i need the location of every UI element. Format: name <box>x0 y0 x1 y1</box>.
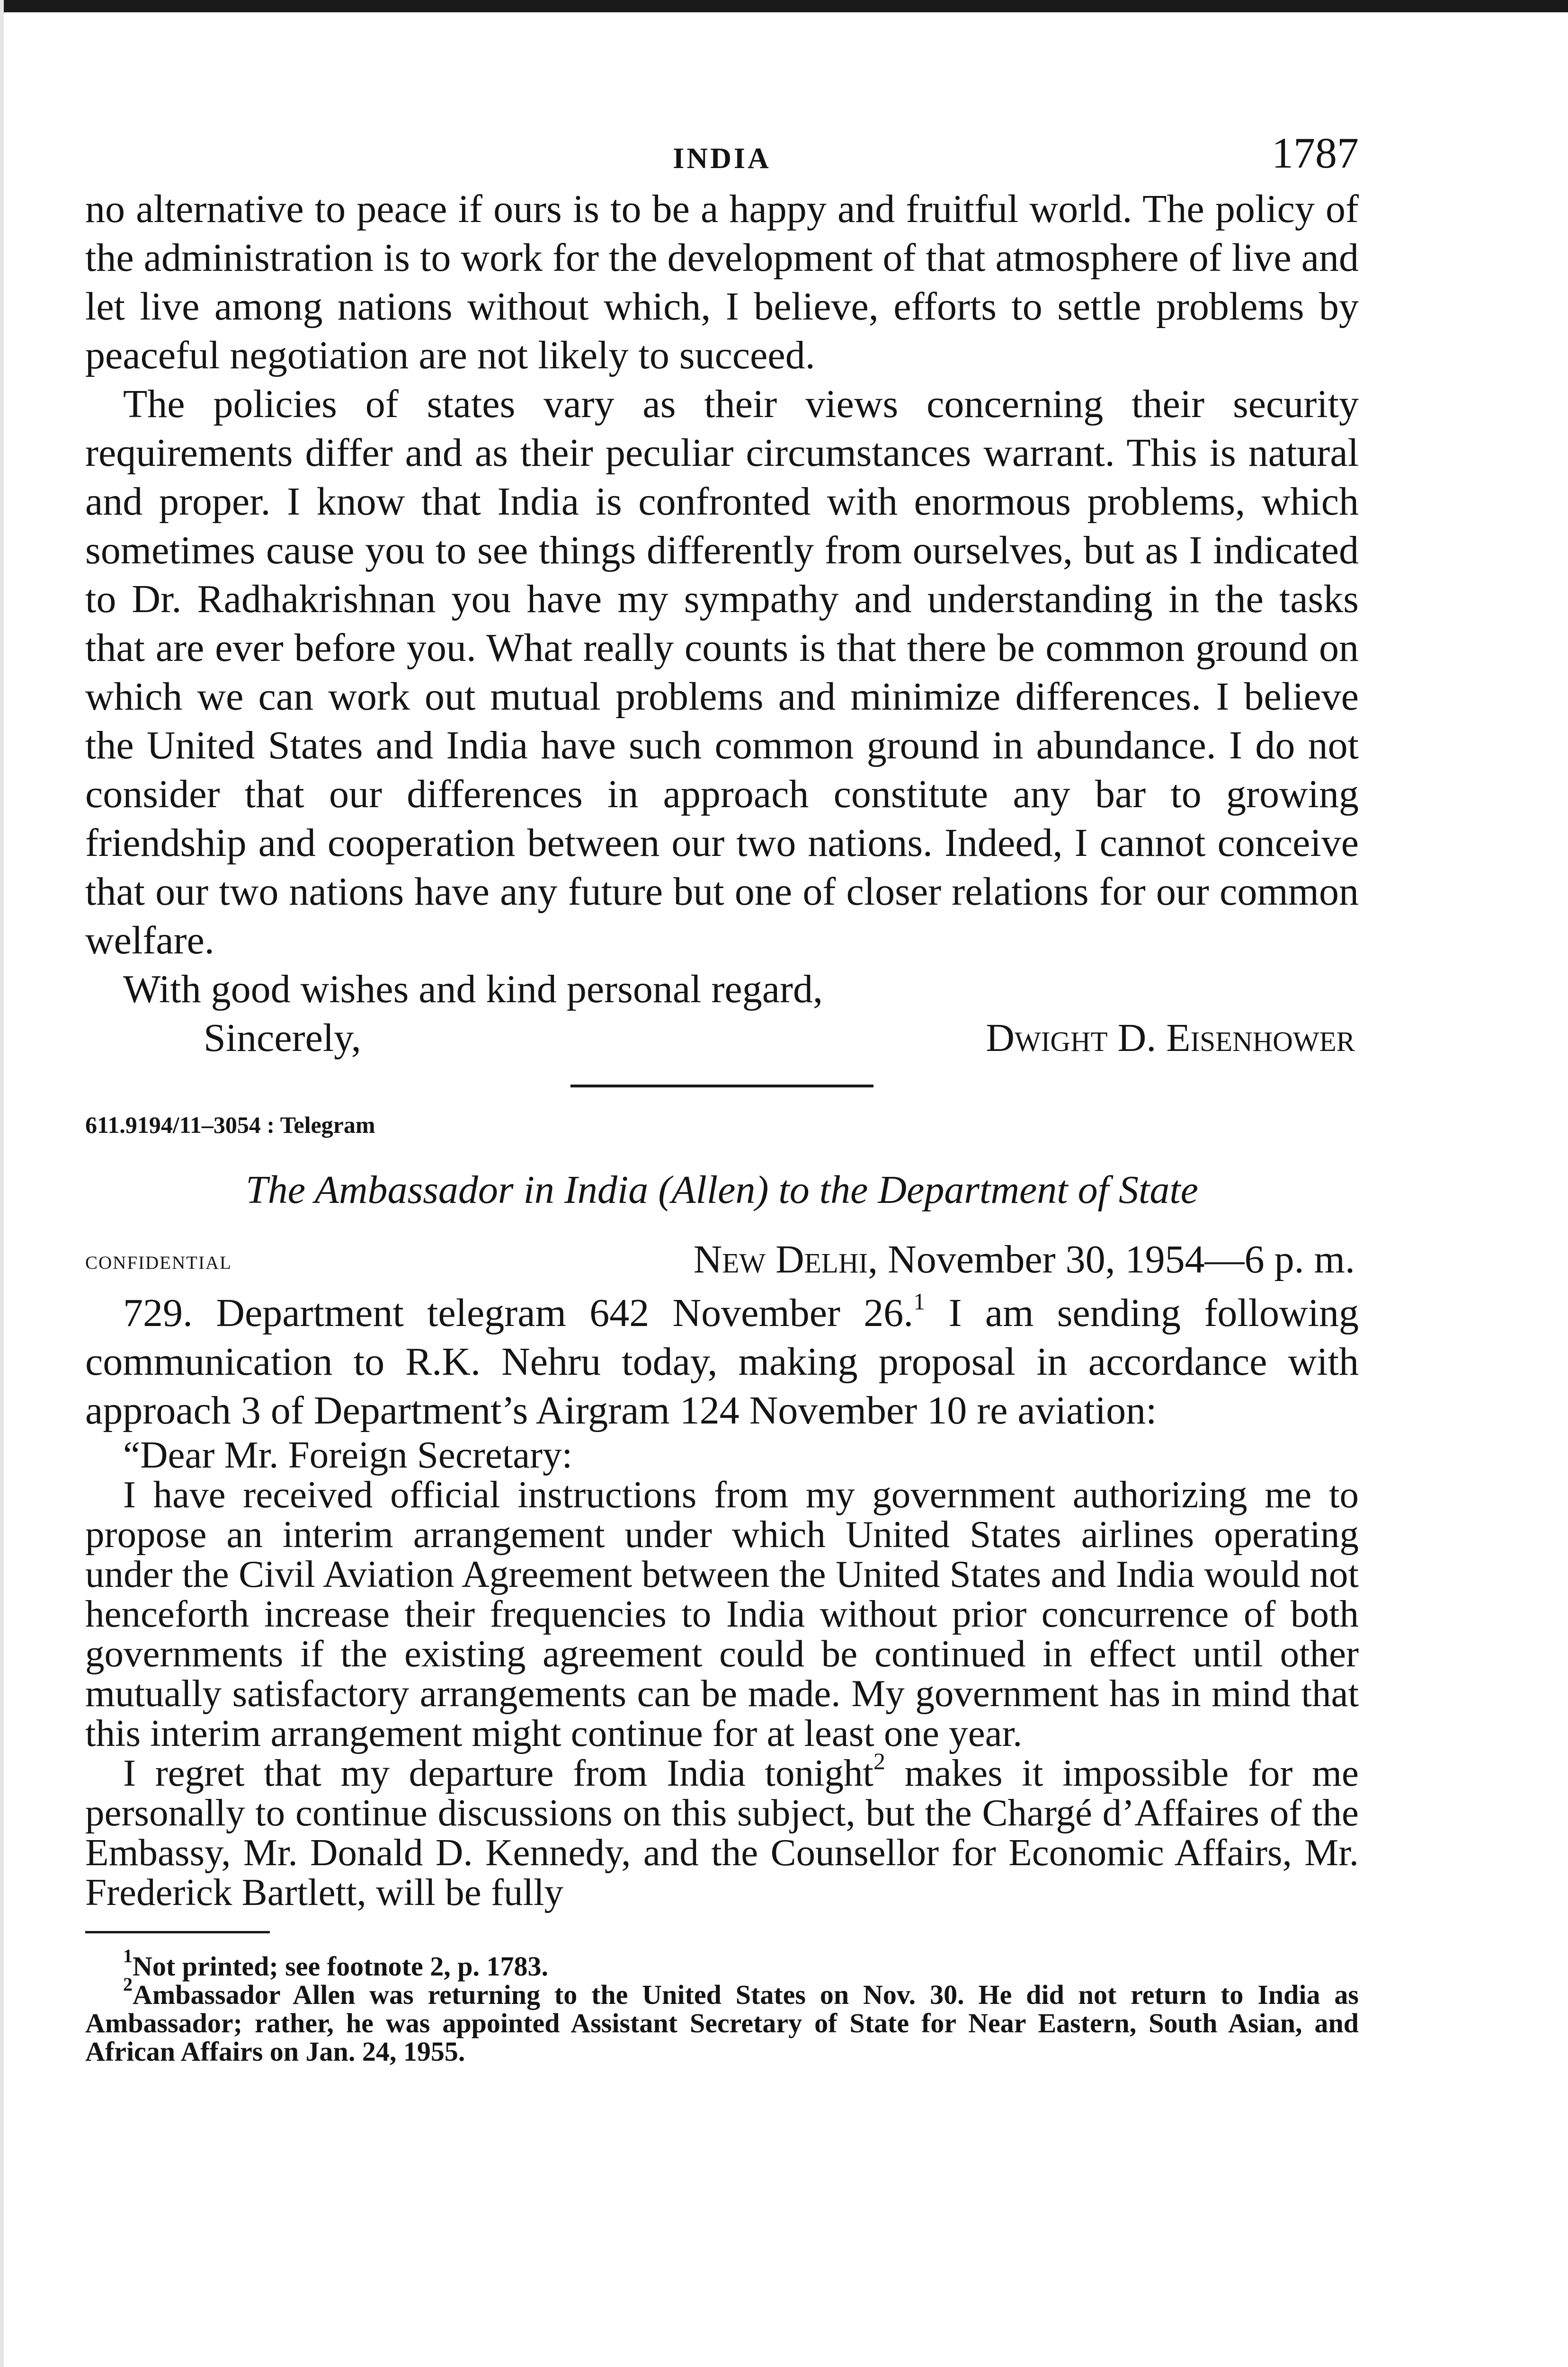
running-title: INDIA <box>673 142 771 175</box>
paragraph-good-wishes: With good wishes and kind personal regard, <box>123 967 823 1011</box>
letter-paragraph-2 <box>85 1748 1359 1913</box>
scan-top-edge <box>0 0 1568 12</box>
classification-label: confidential <box>85 1246 232 1275</box>
document-reference: 611.9194/11–3054 : Telegram <box>85 1112 375 1138</box>
scan-left-edge <box>0 0 4 2367</box>
date: November 30, 1954—6 p. m. <box>888 1237 1355 1281</box>
opening-text: 729. Department telegram 642 November 26. <box>123 1291 914 1335</box>
footnote-ref-1: 1 <box>913 1288 926 1315</box>
footnote-2 <box>85 1974 1359 2067</box>
letter-paragraph-2-rest: makes it impossible for me personally to continue discussions on this subject, but the Chargé d’Affaires of the Embassy, Mr. Donald D. Kennedy, and the Counsellor for Economic Affairs, Mr. Frederick Bartlett, will be fully <box>85 1752 1359 1913</box>
quoted-letter <box>85 1435 1359 1912</box>
footnote-1-text: Not printed; see footnote 2, p. 1783. <box>133 1951 548 1982</box>
section-divider <box>570 1085 873 1087</box>
footnote-2-text: Ambassador Allen was returning to the United States on Nov. 30. He did not return to India as Ambassador; rather, he was appointed Assistant Secretary of State for Near Eastern, South Asian, and African Affairs on Jan. 24, 1955. <box>85 1979 1359 2067</box>
footnote-ref-2: 2 <box>873 1748 886 1774</box>
document-page <box>85 114 1359 2066</box>
footnote-marker-1: 1 <box>123 1945 133 1967</box>
footnotes <box>85 1945 1359 2067</box>
date-place <box>694 1237 1355 1282</box>
paragraph-continuation: no alternative to peace if ours is to be a happy and fruitful world. The policy of the administration is to work for the development of that atmosphere of live and let live among nations without which, I believe, efforts to settle problems by peaceful negotiation are not likely to succeed. <box>85 187 1359 377</box>
footnote-1 <box>85 1945 1359 1982</box>
signoff <box>85 1014 1359 1066</box>
letter-paragraph-2-text: I regret that my departure from India tonight <box>123 1752 874 1794</box>
signature: Dwight D. Eisenhower <box>986 1016 1355 1060</box>
document-title: The Ambassador in India (Allen) to the Department of State <box>246 1168 1198 1212</box>
footnote-divider <box>85 1931 270 1933</box>
page-number: 1787 <box>1272 129 1359 177</box>
salutation: “Dear Mr. Foreign Secretary: <box>123 1433 573 1476</box>
letter-paragraph-1: I have received official instructions from my government authorizing me to propose an interim arrangement under which United States airlines operating under the Civil Aviation Agreement between the United States and India would not henceforth increase their frequencies to India without prior concurrence of both governments if the existing agreement could be continued in effect until other mutually satisfactory arrangements can be made. My government has in mind that this interim arrangement might continue for at least one year. <box>85 1473 1359 1754</box>
paragraph-policies: The policies of states vary as their views concerning their security requirements differ and as their peculiar circumstances warrant. This is natural and proper. I know that India is confronted with enormous problems, which sometimes cause you to see things differently from ourselves, but as I indicated to Dr. Radhakrishnan you have my sympathy and understanding in the tasks that are ever before you. What really counts is that there be common ground on which we can work out mutual problems and minimize differences. I believe the United States and India have such common ground in abundance. I do not consider that our differences in approach constitute any bar to growing friendship and cooperation between our two nations. Indeed, I cannot conceive that our two nations have any future but one of closer relations for our common welfare. <box>85 382 1359 962</box>
telegram-opening <box>85 1289 1359 1435</box>
closing: Sincerely, <box>204 1016 361 1060</box>
running-head <box>85 114 1359 185</box>
opening-text-rest: I am sending following communication to R.K. Nehru today, making proposal in accordance with approach 3 of Department’s Airgram 124 November 10 re aviation: <box>85 1291 1359 1433</box>
place: New Delhi, <box>693 1237 878 1281</box>
footnote-marker-2: 2 <box>123 1974 133 1995</box>
dateline <box>85 1237 1359 1289</box>
letter-end <box>85 185 1359 1014</box>
telegram-opening-paragraph <box>85 1289 1359 1435</box>
